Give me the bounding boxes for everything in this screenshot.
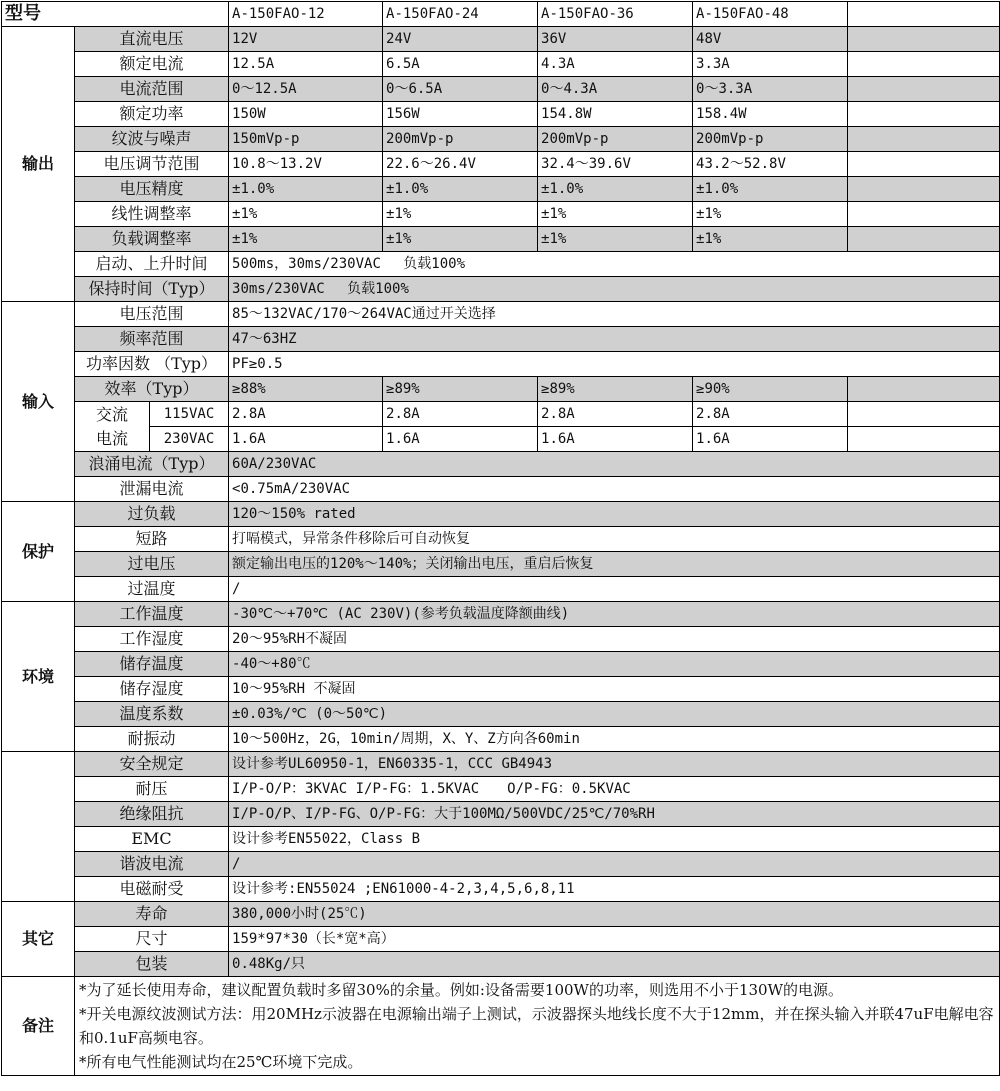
value-cell: ±1% [538, 227, 693, 252]
value-cell: ±1% [229, 202, 383, 227]
value-cell: 1.6A [383, 427, 538, 452]
empty-cell [848, 127, 1000, 152]
note-line: *所有电气性能测试均在25℃环境下完成。 [79, 1053, 363, 1071]
param-label: 电流范围 [75, 77, 229, 102]
section-input-label: 输入 [2, 302, 75, 502]
param-label: 工作温度 [75, 602, 229, 627]
value-cell: 43.2～52.8V [693, 152, 848, 177]
empty-cell [848, 152, 1000, 177]
ac-current-line2: 电流 [95, 428, 128, 448]
value-cell: 20～95%RH不凝固 [229, 627, 1000, 652]
value-cell: 120～150% rated [229, 502, 1000, 527]
empty-cell [848, 102, 1000, 127]
value-cell: / [229, 852, 1000, 877]
output-row-startup [2, 252, 1000, 277]
value-cell: 2.8A [383, 402, 538, 427]
empty-cell [848, 427, 1000, 452]
value-cell: 158.4W [693, 102, 848, 127]
value-cell: 4.3A [538, 52, 693, 77]
value-cell: I/P-O/P、I/P-FG、O/P-FG：大于100MΩ/500VDC/25℃/70%RH [229, 802, 1000, 827]
value-cell: 10～500Hz，2G，10min/周期，X、Y、Z方向各60min [229, 727, 1000, 752]
param-label: 线性调整率 [75, 202, 229, 227]
value-cell: 36V [538, 27, 693, 52]
section-environment-label: 环境 [2, 602, 75, 752]
value-cell: 30ms/230VAC 负载100% [229, 277, 1000, 302]
model-name: A-150FAO-48 [693, 2, 848, 27]
param-label: 电压范围 [75, 302, 229, 327]
param-label: 谐波电流 [75, 852, 229, 877]
ac-current-line1: 交流 [95, 404, 128, 424]
param-label: 过电压 [75, 552, 229, 577]
param-label: EMC [75, 827, 229, 852]
value-cell: 2.8A [538, 402, 693, 427]
value-cell: 154.8W [538, 102, 693, 127]
value-cell: 60A/230VAC [229, 452, 1000, 477]
value-cell: 0～6.5A [383, 77, 538, 102]
param-label: 过温度 [75, 577, 229, 602]
model-name: A-150FAO-24 [383, 2, 538, 27]
other-row-size [2, 927, 1000, 952]
safety-row-isolation [2, 802, 1000, 827]
empty-cell [848, 77, 1000, 102]
input-row-voltage-range [2, 302, 1000, 327]
value-cell: ±1.0% [693, 177, 848, 202]
model-name: A-150FAO-12 [229, 2, 383, 27]
value-cell: 1.6A [693, 427, 848, 452]
value-cell: -40～+80℃ [229, 652, 1000, 677]
section-protection-label: 保护 [2, 502, 75, 602]
env-row-storage-humidity [2, 677, 1000, 702]
value-cell: 24V [383, 27, 538, 52]
value-cell: 150W [229, 102, 383, 127]
section-safety-label [2, 752, 75, 902]
value-cell: 380,000小时(25℃) [229, 902, 1000, 927]
output-row-dc-voltage [2, 27, 1000, 52]
value-cell: ±1.0% [383, 177, 538, 202]
value-cell: 0～12.5A [229, 77, 383, 102]
value-cell: 10～95%RH 不凝固 [229, 677, 1000, 702]
param-label: 电压精度 [75, 177, 229, 202]
value-cell: 打嗝模式，异常条件移除后可自动恢复 [229, 527, 1000, 552]
param-label: 浪涌电流（Typ） [75, 452, 229, 477]
empty-cell [848, 202, 1000, 227]
value-cell: 47～63HZ [229, 327, 1000, 352]
value-cell: 200mVp-p [383, 127, 538, 152]
value-cell: PF≥0.5 [229, 352, 1000, 377]
param-label: 寿命 [75, 902, 229, 927]
param-label: 过负载 [75, 502, 229, 527]
value-cell: 12.5A [229, 52, 383, 77]
output-row-voltage-adjust [2, 152, 1000, 177]
value-cell: ±1% [383, 202, 538, 227]
value-cell: 48V [693, 27, 848, 52]
value-cell: 1.6A [538, 427, 693, 452]
protection-row-short-circuit [2, 527, 1000, 552]
output-row-rated-current [2, 52, 1000, 77]
value-cell: -30℃～+70℃ (AC 230V)(参考负载温度降额曲线) [229, 602, 1000, 627]
empty-cell [848, 402, 1000, 427]
value-cell: ±0.03%/℃ (0～50℃) [229, 702, 1000, 727]
value-cell: 150mVp-p [229, 127, 383, 152]
output-row-line-regulation [2, 202, 1000, 227]
safety-row-harmonic [2, 852, 1000, 877]
value-cell: ±1% [538, 202, 693, 227]
protection-row-overload [2, 502, 1000, 527]
empty-cell [848, 52, 1000, 77]
param-label: 效率（Typ） [75, 377, 229, 402]
notes-content [75, 977, 1000, 1076]
value-cell: 32.4～39.6V [538, 152, 693, 177]
value-cell: ±1% [383, 227, 538, 252]
value-cell: 6.5A [383, 52, 538, 77]
param-label: 耐压 [75, 777, 229, 802]
value-cell: 设计参考EN55022，Class B [229, 827, 1000, 852]
empty-cell [848, 377, 1000, 402]
input-row-power-factor [2, 352, 1000, 377]
other-row-lifetime [2, 902, 1000, 927]
notes-row [2, 977, 1000, 1076]
param-label: 功率因数 （Typ） [75, 352, 229, 377]
spec-sheet-table [1, 1, 1000, 1076]
value-cell: 2.8A [229, 402, 383, 427]
param-label: 负载调整率 [75, 227, 229, 252]
section-output-label: 输出 [2, 27, 75, 302]
value-cell: 0.48Kg/只 [229, 952, 1000, 977]
env-row-op-humidity [2, 627, 1000, 652]
empty-cell [848, 227, 1000, 252]
env-row-storage-temp [2, 652, 1000, 677]
input-row-inrush [2, 452, 1000, 477]
param-label: 启动、上升时间 [75, 252, 229, 277]
output-row-voltage-accuracy [2, 177, 1000, 202]
param-label: 储存湿度 [75, 677, 229, 702]
output-row-rated-power [2, 102, 1000, 127]
value-cell: 3.3A [693, 52, 848, 77]
param-label: 耐振动 [75, 727, 229, 752]
output-row-current-range [2, 77, 1000, 102]
other-row-package [2, 952, 1000, 977]
param-label: 储存温度 [75, 652, 229, 677]
value-cell: 85～132VAC/170～264VAC通过开关选择 [229, 302, 1000, 327]
input-row-efficiency [2, 377, 1000, 402]
value-cell: 2.8A [693, 402, 848, 427]
value-cell: 500ms，30ms/230VAC 负载100% [229, 252, 1000, 277]
safety-row-standards [2, 752, 1000, 777]
value-cell: 159*97*30（长*宽*高） [229, 927, 1000, 952]
value-cell: 0～4.3A [538, 77, 693, 102]
output-row-hold [2, 277, 1000, 302]
value-cell: ≥90% [693, 377, 848, 402]
output-row-load-regulation [2, 227, 1000, 252]
env-row-vibration [2, 727, 1000, 752]
value-cell: / [229, 577, 1000, 602]
output-row-ripple-noise [2, 127, 1000, 152]
value-cell: ±1% [693, 202, 848, 227]
value-cell: I/P-O/P：3KVAC I/P-FG：1.5KVAC O/P-FG：0.5KVAC [229, 777, 1000, 802]
param-label: 温度系数 [75, 702, 229, 727]
protection-row-overtemp [2, 577, 1000, 602]
value-cell: ≥89% [383, 377, 538, 402]
safety-row-emc [2, 827, 1000, 852]
value-cell: 设计参考UL60950-1，EN60335-1，CCC GB4943 [229, 752, 1000, 777]
model-name: A-150FAO-36 [538, 2, 693, 27]
value-cell: ±1.0% [229, 177, 383, 202]
value-cell: 200mVp-p [693, 127, 848, 152]
param-label: 短路 [75, 527, 229, 552]
value-cell: 1.6A [229, 427, 383, 452]
param-label: 绝缘阻抗 [75, 802, 229, 827]
param-label: 纹波与噪声 [75, 127, 229, 152]
value-cell: 0～3.3A [693, 77, 848, 102]
value-cell: 12V [229, 27, 383, 52]
input-row-ac-current-115 [2, 402, 1000, 427]
value-cell: ≥88% [229, 377, 383, 402]
param-label: 包装 [75, 952, 229, 977]
section-other-label: 其它 [2, 902, 75, 977]
param-label: 额定电流 [75, 52, 229, 77]
value-cell: 额定输出电压的120%～140%；关闭输出电压，重启后恢复 [229, 552, 1000, 577]
param-label: 安全规定 [75, 752, 229, 777]
safety-row-withstand [2, 777, 1000, 802]
value-cell: 22.6～26.4V [383, 152, 538, 177]
input-row-ac-current-230 [2, 427, 1000, 452]
empty-cell [848, 2, 1000, 27]
value-cell: ≥89% [538, 377, 693, 402]
input-row-leakage [2, 477, 1000, 502]
value-cell: 10.8～13.2V [229, 152, 383, 177]
note-line: *开关电源纹波测试方法：用20MHz示波器在电源输出端子上测试，示波器探头地线长度不大于12mm，并在探头输入并联47uF电解电容和0.1uF高频电容。 [79, 1005, 994, 1047]
value-cell: ±1% [693, 227, 848, 252]
value-cell: ±1.0% [538, 177, 693, 202]
value-cell: 设计参考:EN55024 ;EN61000-4-2,3,4,5,6,8,11 [229, 877, 1000, 902]
empty-cell [848, 27, 1000, 52]
param-label: 泄漏电流 [75, 477, 229, 502]
section-notes-label: 备注 [2, 977, 75, 1076]
param-label [75, 402, 150, 452]
note-line: *为了延长使用寿命，建议配置负载时多留30%的余量。例如:设备需要100W的功率，则选用不小于130W的电源。 [79, 981, 843, 999]
header-row [2, 2, 1000, 27]
value-cell: <0.75mA/230VAC [229, 477, 1000, 502]
param-label: 额定功率 [75, 102, 229, 127]
model-label: 型号 [2, 2, 229, 27]
param-label: 工作湿度 [75, 627, 229, 652]
param-label: 保持时间（Typ） [75, 277, 229, 302]
env-row-op-temp [2, 602, 1000, 627]
param-label: 电磁耐受 [75, 877, 229, 902]
protection-row-overvoltage [2, 552, 1000, 577]
param-label: 直流电压 [75, 27, 229, 52]
safety-row-immunity [2, 877, 1000, 902]
input-row-frequency [2, 327, 1000, 352]
empty-cell [848, 177, 1000, 202]
sub-label: 230VAC [150, 427, 229, 452]
param-label: 电压调节范围 [75, 152, 229, 177]
param-label: 尺寸 [75, 927, 229, 952]
env-row-temp-coeff [2, 702, 1000, 727]
param-label: 频率范围 [75, 327, 229, 352]
sub-label: 115VAC [150, 402, 229, 427]
value-cell: 200mVp-p [538, 127, 693, 152]
value-cell: ±1% [229, 227, 383, 252]
value-cell: 156W [383, 102, 538, 127]
